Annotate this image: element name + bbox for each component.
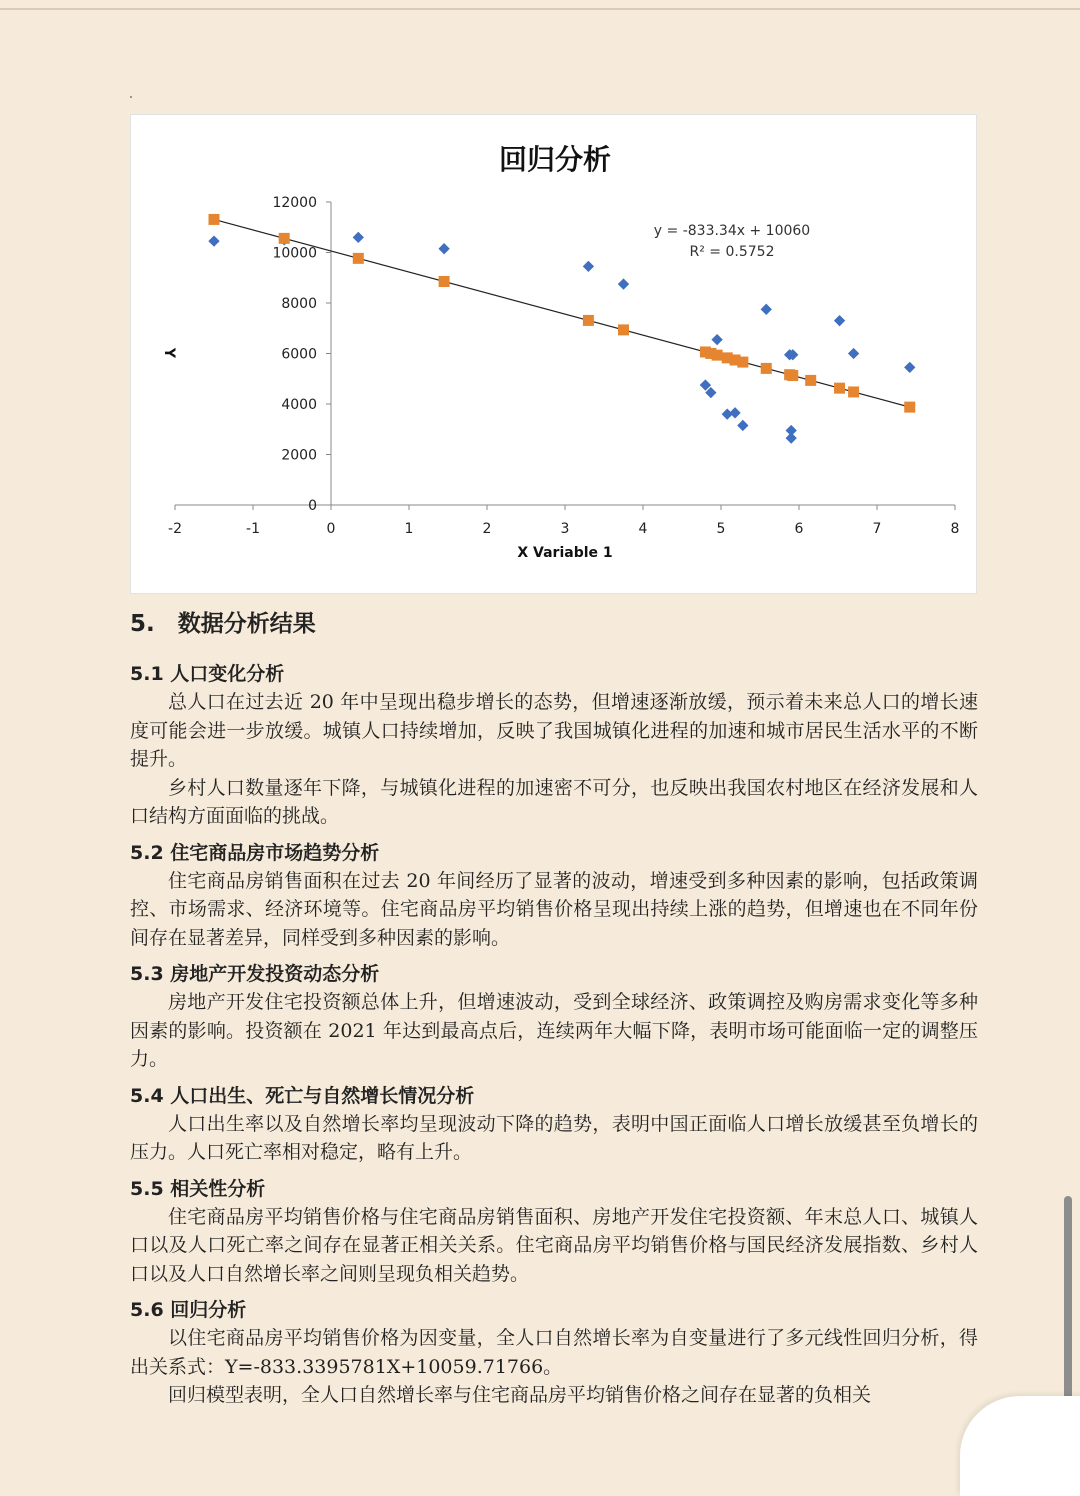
subsection-heading: 5.6 回归分析 — [130, 1299, 247, 1321]
predicted-point — [834, 383, 845, 394]
observed-point — [786, 432, 797, 443]
x-tick-label: 0 — [326, 521, 336, 537]
predicted-point — [279, 233, 290, 244]
predicted-point — [904, 402, 915, 413]
predicted-point — [737, 357, 748, 368]
observed-point — [208, 235, 219, 246]
y-tick-label: 8000 — [281, 296, 317, 312]
subsection-heading: 5.5 相关性分析 — [130, 1177, 266, 1200]
paragraph: 回归模型表明，全人口自然增长率与住宅商品房平均销售价格之间存在显著的负相关 — [168, 1384, 872, 1406]
chart-axes — [168, 195, 959, 537]
predicted-point — [848, 386, 859, 397]
paragraph: 以住宅商品房平均销售价格为因变量，全人口自然增长率为自变量进行了多元线性回归分析，得出关系式：Y=-833.3395781X+10059.71766。 — [130, 1327, 978, 1378]
observed-point — [618, 278, 629, 289]
observed-point — [737, 420, 748, 431]
subsection-heading: 5.3 房地产开发投资动态分析 — [130, 963, 380, 985]
predicted-point — [439, 276, 450, 287]
x-tick-label: 5 — [716, 521, 726, 537]
paragraph: 住宅商品房平均销售价格与住宅商品房销售面积、房地产开发住宅投资额、年末总人口、城镇人口以及人口死亡率之间存在显著正相关关系。住宅商品房平均销售价格与国民经济发展指数、乡村人口以及人口自然增长率之间则呈现负相关趋势。 — [130, 1205, 978, 1285]
observed-point — [711, 334, 722, 345]
predicted-point — [209, 214, 220, 225]
trendline-equation: y = -833.34x + 10060 — [653, 223, 811, 239]
paragraph: 住宅商品房销售面积在过去 20 年间经历了显著的波动，增速受到多种因素的影响，包括政策调控、市场需求、经济环境等。住宅商品房平均销售价格呈现出持续上涨的趋势，但增速也在不同年份间存在显著差异，同样受到多种因素的影响。 — [130, 869, 978, 949]
predicted-point — [712, 350, 723, 361]
observed-point — [904, 362, 915, 373]
predicted-point — [618, 324, 629, 335]
subsection-heading: 5.2 住宅商品房市场趋势分析 — [130, 841, 380, 864]
document-body — [130, 606, 978, 1410]
observed-point — [583, 261, 594, 272]
observed-point — [761, 304, 772, 315]
x-tick-label: -1 — [246, 521, 260, 537]
predicted-point — [761, 363, 772, 374]
predicted-point — [353, 253, 364, 264]
chart-svg — [131, 115, 978, 595]
subsection-heading: 5.1 人口变化分析 — [130, 663, 285, 685]
x-tick-label: -2 — [168, 521, 182, 537]
predicted-point — [805, 375, 816, 386]
y-tick-label: 10000 — [272, 245, 317, 262]
y-tick-label: 0 — [308, 498, 317, 514]
paragraph: 总人口在过去近 20 年中呈现出稳步增长的态势，但增速逐渐放缓，预示着未来总人口的增长速度可能会进一步放缓。城镇人口持续增加，反映了我国城镇化进程的加速和城市居民生活水平的不断提升。 — [130, 691, 978, 770]
x-tick-label: 4 — [638, 521, 648, 537]
predicted-point — [787, 370, 798, 381]
regression-chart — [130, 114, 977, 594]
y-tick-label: 6000 — [281, 346, 317, 363]
observed-point — [353, 232, 364, 243]
x-tick-label: 6 — [794, 521, 804, 537]
x-tick-label: 2 — [482, 521, 492, 537]
chart-title: 回归分析 — [498, 143, 612, 176]
x-tick-label: 1 — [404, 521, 414, 537]
page-mark — [130, 96, 132, 98]
x-tick-label: 7 — [872, 521, 882, 537]
x-tick-label: 3 — [560, 521, 570, 537]
y-tick-label: 12000 — [272, 195, 317, 211]
subsection-heading: 5.4 人口出生、死亡与自然增长情况分析 — [130, 1084, 475, 1107]
observed-point — [438, 243, 449, 254]
x-axis-label: X Variable 1 — [517, 545, 613, 561]
top-divider — [0, 8, 1080, 10]
r-squared-label: R² = 0.5752 — [689, 244, 775, 260]
paragraph: 房地产开发住宅投资额总体上升，但增速波动，受到全球经济、政策调控及购房需求变化等多种因素的影响。投资额在 2021 年达到最高点后，连续两年大幅下降，表明市场可能面临一定的调整压力。 — [130, 991, 978, 1070]
y-axis-label: Y — [161, 347, 177, 359]
observed-point — [834, 315, 845, 326]
observed-point — [848, 348, 859, 359]
page-corner-widget — [960, 1396, 1080, 1496]
x-tick-label: 8 — [950, 521, 960, 537]
predicted-point — [583, 315, 594, 326]
paragraph: 人口出生率以及自然增长率均呈现波动下降的趋势，表明中国正面临人口增长放缓甚至负增长的压力。人口死亡率相对稳定，略有上升。 — [130, 1112, 978, 1163]
y-tick-label: 2000 — [281, 447, 317, 464]
observed-point — [729, 407, 740, 418]
section-title: 5. 数据分析结果 — [130, 611, 316, 637]
y-tick-label: 4000 — [281, 397, 317, 413]
paragraph: 乡村人口数量逐年下降，与城镇化进程的加速密不可分，也反映出我国农村地区在经济发展和人口结构方面面临的挑战。 — [130, 776, 978, 827]
